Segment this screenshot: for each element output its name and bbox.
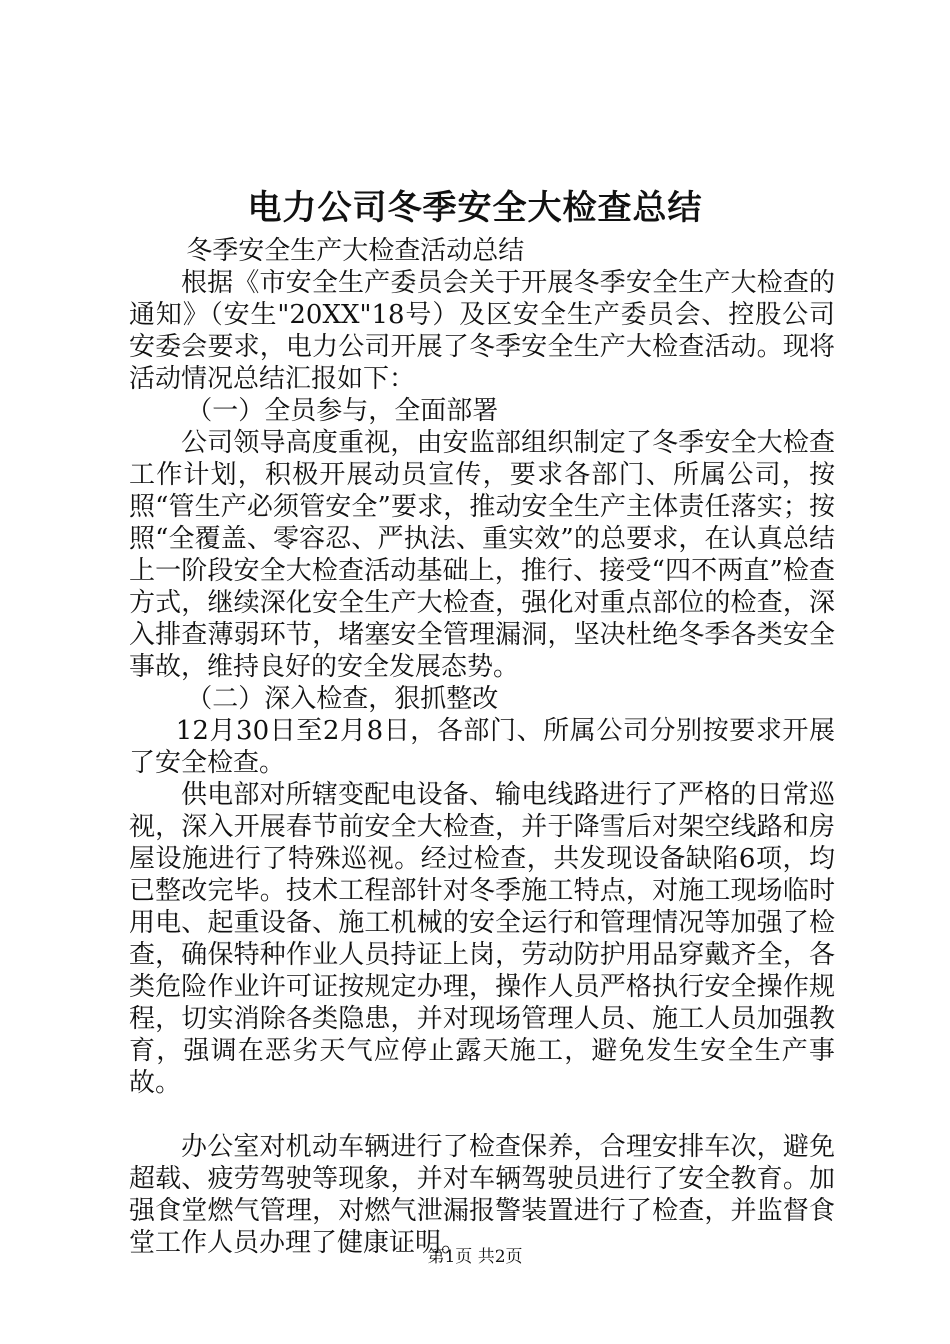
section-2-dates-paragraph: 12月30日至2月8日，各部门、所属公司分别按要求开展了安全检查。 — [129, 716, 835, 778]
section-1-paragraph: 公司领导高度重视，由安监部组织制定了冬季安全大检查工作计划，积极开展动员宣传，要求各部门、所属公司，按照“管生产必须管安全”要求，推动安全生产主体责任落实；按照“全覆盖、零容忍、严执法、重实效”的总要求，在认真总结上一阶段安全大检查活动基础上，推行、接受“四不两直”检查方式，继续深化安全生产大检查，强化对重点部位的检查，深入排查薄弱环节，堵塞安全管理漏洞，坚决杜绝冬季各类安全事故，维持良好的安全发展态势。 — [129, 428, 835, 682]
office-paragraph: 办公室对机动车辆进行了检查保养，合理安排车次，避免超载、疲劳驾驶等现象，并对车辆驾驶员进行了安全教育。加强食堂燃气管理，对燃气泄漏报警装置进行了检查，并监督食堂工作人员办理了健康证明。 — [129, 1132, 835, 1258]
section-heading-2: （二）深入检查，狠抓整改 — [186, 684, 499, 714]
power-supply-paragraph: 供电部对所辖变配电设备、输电线路进行了严格的日常巡视，深入开展春节前安全大检查，并于降雪后对架空线路和房屋设施进行了特殊巡视。经过检查，共发现设备缺陷6项，均已整改完毕。技术工程部针对冬季施工特点，对施工现场临时用电、起重设备、施工机械的安全运行和管理情况等加强了检查，确保特种作业人员持证上岗，劳动防护用品穿戴齐全，各类危险作业许可证按规定办理，操作人员严格执行安全操作规程，切实消除各类隐患，并对现场管理人员、施工人员加强教育，强调在恶劣天气应停止露天施工，避免发生安全生产事故。 — [129, 780, 835, 1098]
intro-paragraph: 根据《市安全生产委员会关于开展冬季安全生产大检查的通知》（安生"20XX"18号）及区安全生产委员会、控股公司安委会要求，电力公司开展了冬季安全生产大检查活动。现将活动情况总结汇报如下： — [129, 268, 835, 394]
document-body — [129, 235, 835, 1259]
subtitle-paragraph: 冬季安全生产大检查活动总结 — [186, 236, 525, 266]
section-heading-1: （一）全员参与，全面部署 — [186, 396, 499, 426]
page-footer: 第1页 共2页 — [427, 1247, 523, 1267]
document-title: 电力公司冬季安全大检查总结 — [247, 188, 703, 228]
